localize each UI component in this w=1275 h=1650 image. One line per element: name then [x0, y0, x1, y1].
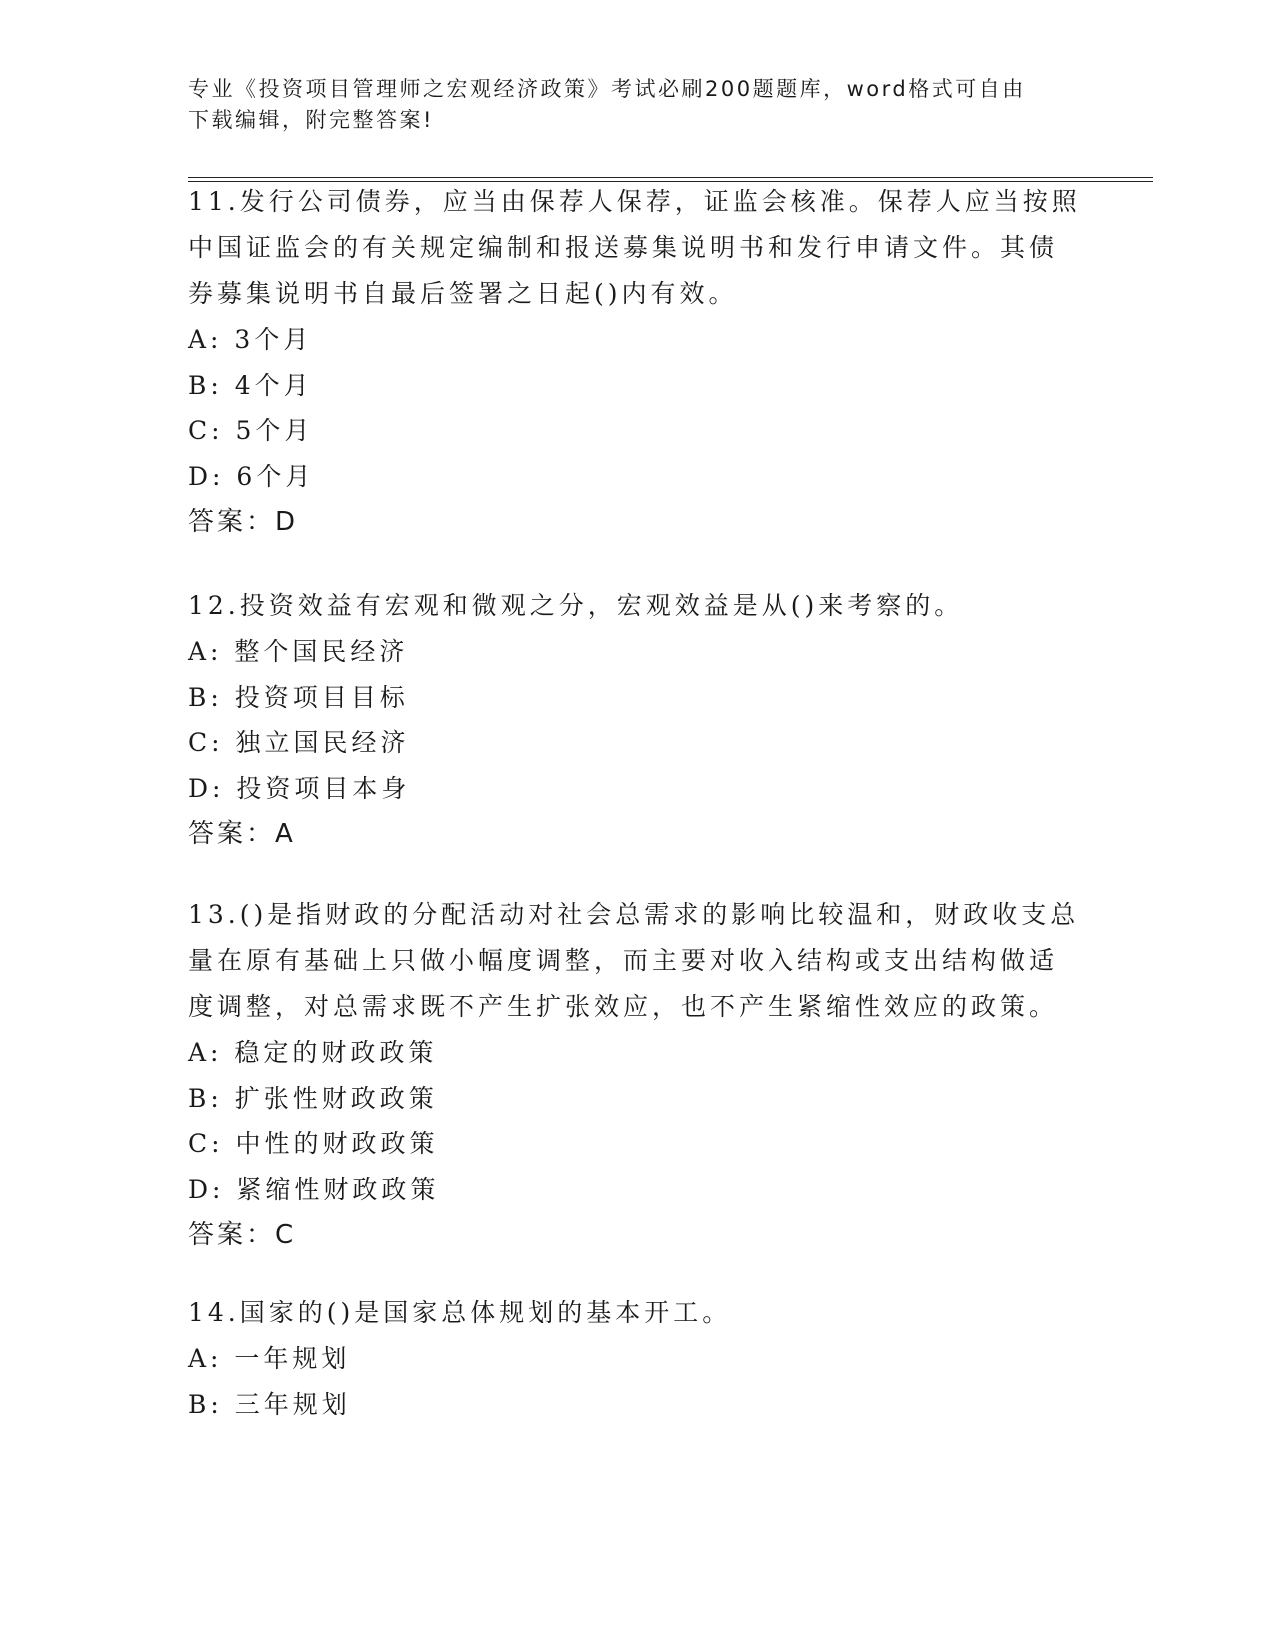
- question-13: [188, 892, 1088, 1258]
- answer: 答案：D: [188, 507, 299, 537]
- question-11: [188, 179, 1088, 545]
- header-line-2: 下载编辑，附完整答案!: [188, 108, 434, 132]
- question-stem-line: 度调整，对总需求既不产生扩张效应，也不产生紧缩性效应的政策。: [188, 992, 1059, 1021]
- header-line-1: 专业《投资项目管理师之宏观经济政策》考试必刷200题题库，word格式可自由: [188, 77, 1026, 101]
- option-c: C: 5个月: [188, 416, 314, 445]
- question-14: [188, 1290, 1088, 1427]
- option-a: A: 整个国民经济: [188, 637, 409, 666]
- option-d: D: 投资项目本身: [188, 773, 411, 803]
- question-stem-line: 14.国家的()是国家总体规划的基本开工。: [188, 1298, 732, 1327]
- option-c: C: 中性的财政政策: [188, 1129, 439, 1158]
- answer: 答案：A: [188, 819, 296, 849]
- document-header: [188, 74, 1068, 136]
- option-d: D: 6个月: [188, 461, 315, 491]
- question-stem-line: 13.()是指财政的分配活动对社会总需求的影响比较温和，财政收支总: [188, 900, 1080, 929]
- question-stem-line: 11.发行公司债券，应当由保荐人保荐，证监会核准。保荐人应当按照: [188, 187, 1081, 216]
- option-c: C: 独立国民经济: [188, 728, 410, 757]
- option-a: A: 一年规划: [188, 1344, 351, 1373]
- option-b: B: 投资项目目标: [188, 682, 409, 712]
- option-d: D: 紧缩性财政政策: [188, 1174, 440, 1204]
- question-stem-line: 12.投资效益有宏观和微观之分，宏观效益是从()来考察的。: [188, 591, 964, 620]
- question-stem-line: 中国证监会的有关规定编制和报送募集说明书和发行申请文件。其债: [188, 233, 1059, 262]
- option-a: A: 稳定的财政政策: [188, 1038, 438, 1067]
- option-b: B: 4个月: [188, 370, 313, 400]
- question-12: [188, 583, 1088, 857]
- header-divider-top: [188, 177, 1153, 178]
- option-a: A: 3个月: [188, 325, 313, 354]
- option-b: B: 扩张性财政政策: [188, 1083, 438, 1113]
- question-stem-line: 量在原有基础上只做小幅度调整，而主要对收入结构或支出结构做适: [188, 946, 1059, 975]
- option-b: B: 三年规划: [188, 1389, 351, 1419]
- answer: 答案：C: [188, 1220, 297, 1250]
- question-stem-line: 券募集说明书自最后签署之日起()内有效。: [188, 279, 738, 308]
